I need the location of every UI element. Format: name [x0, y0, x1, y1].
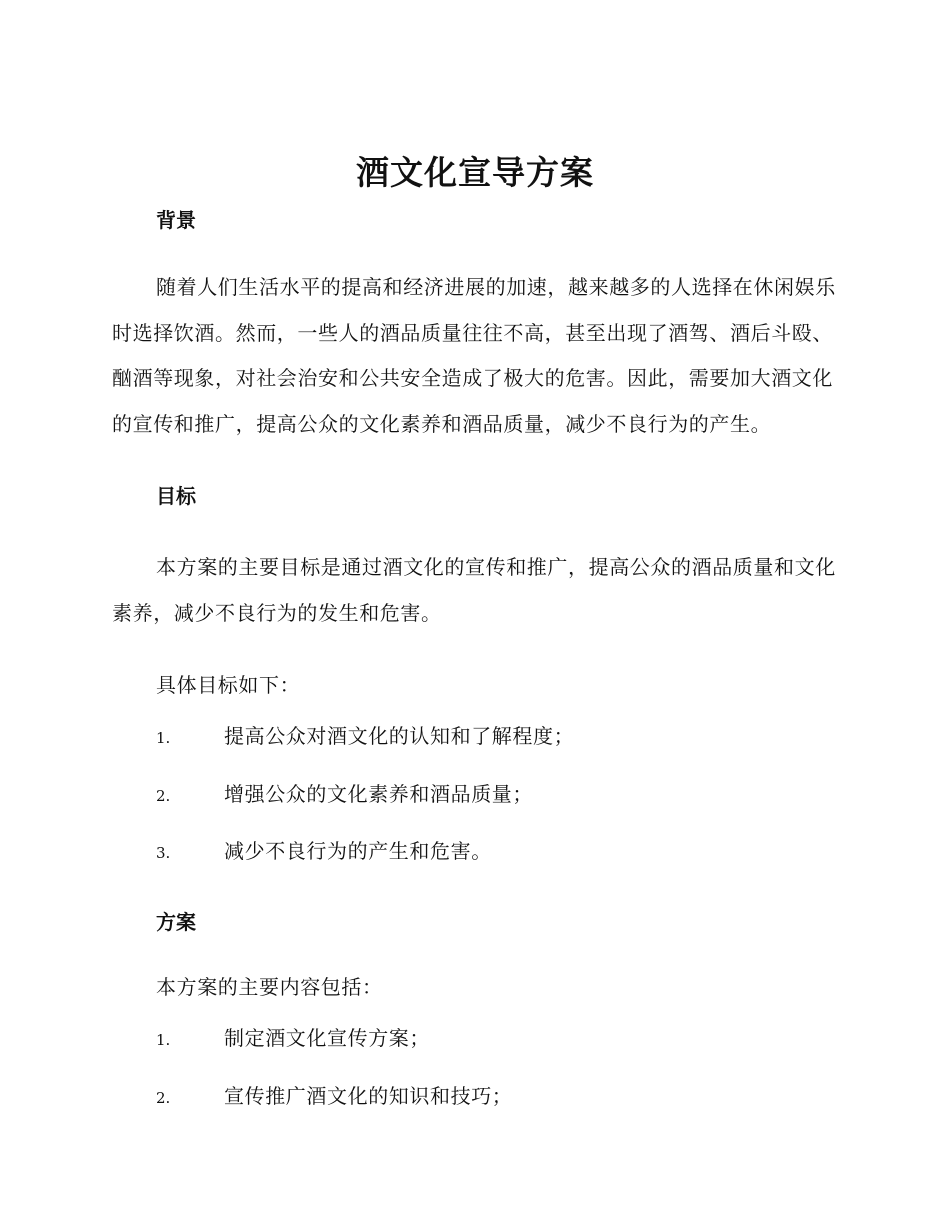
list-item-text: 减少不良行为的产生和危害。: [224, 839, 492, 864]
list-item: [112, 1068, 838, 1126]
section-heading-background: 背景: [156, 208, 196, 232]
list-item-text: 增强公众的文化素养和酒品质量；: [224, 781, 533, 806]
list-item-number: 3.: [156, 844, 171, 863]
list-item: [112, 1010, 838, 1068]
plan-list: [112, 1010, 838, 1125]
plan-list-intro: 本方案的主要内容包括：: [156, 974, 383, 999]
list-item-number: 1.: [156, 1031, 171, 1050]
list-item-number: 2.: [156, 1088, 171, 1107]
section-heading-goal: 目标: [156, 484, 196, 509]
document-title: 酒文化宣导方案: [356, 153, 594, 192]
section-heading-plan: 方案: [156, 909, 196, 934]
goal-list: [112, 708, 838, 881]
list-item-text: 宣传推广酒文化的知识和技巧；: [224, 1083, 513, 1108]
list-item: [112, 708, 838, 766]
list-item-number: 1.: [156, 729, 171, 748]
list-item-text: 提高公众对酒文化的认知和了解程度；: [224, 724, 575, 749]
list-item: [112, 766, 838, 824]
goal-paragraph: 本方案的主要目标是通过酒文化的宣传和推广，提高公众的酒品质量和文化素养，减少不良行为的发生和危害。: [112, 555, 836, 625]
list-item-number: 2.: [156, 786, 171, 805]
list-item: [112, 823, 838, 881]
background-paragraph: 随着人们生活水平的提高和经济进展的加速，越来越多的人选择在休闲娱乐时选择饮酒。然而，一些人的酒品质量往往不高，甚至出现了酒驾、酒后斗殴、酗酒等现象，对社会治安和公共安全造成了极大的危害。因此，需要加大酒文化的宣传和推广，提高公众的文化素养和酒品质量，减少不良行为的产生。: [112, 275, 836, 436]
list-item-text: 制定酒文化宣传方案；: [224, 1026, 430, 1051]
goal-list-intro: 具体目标如下：: [156, 672, 301, 697]
